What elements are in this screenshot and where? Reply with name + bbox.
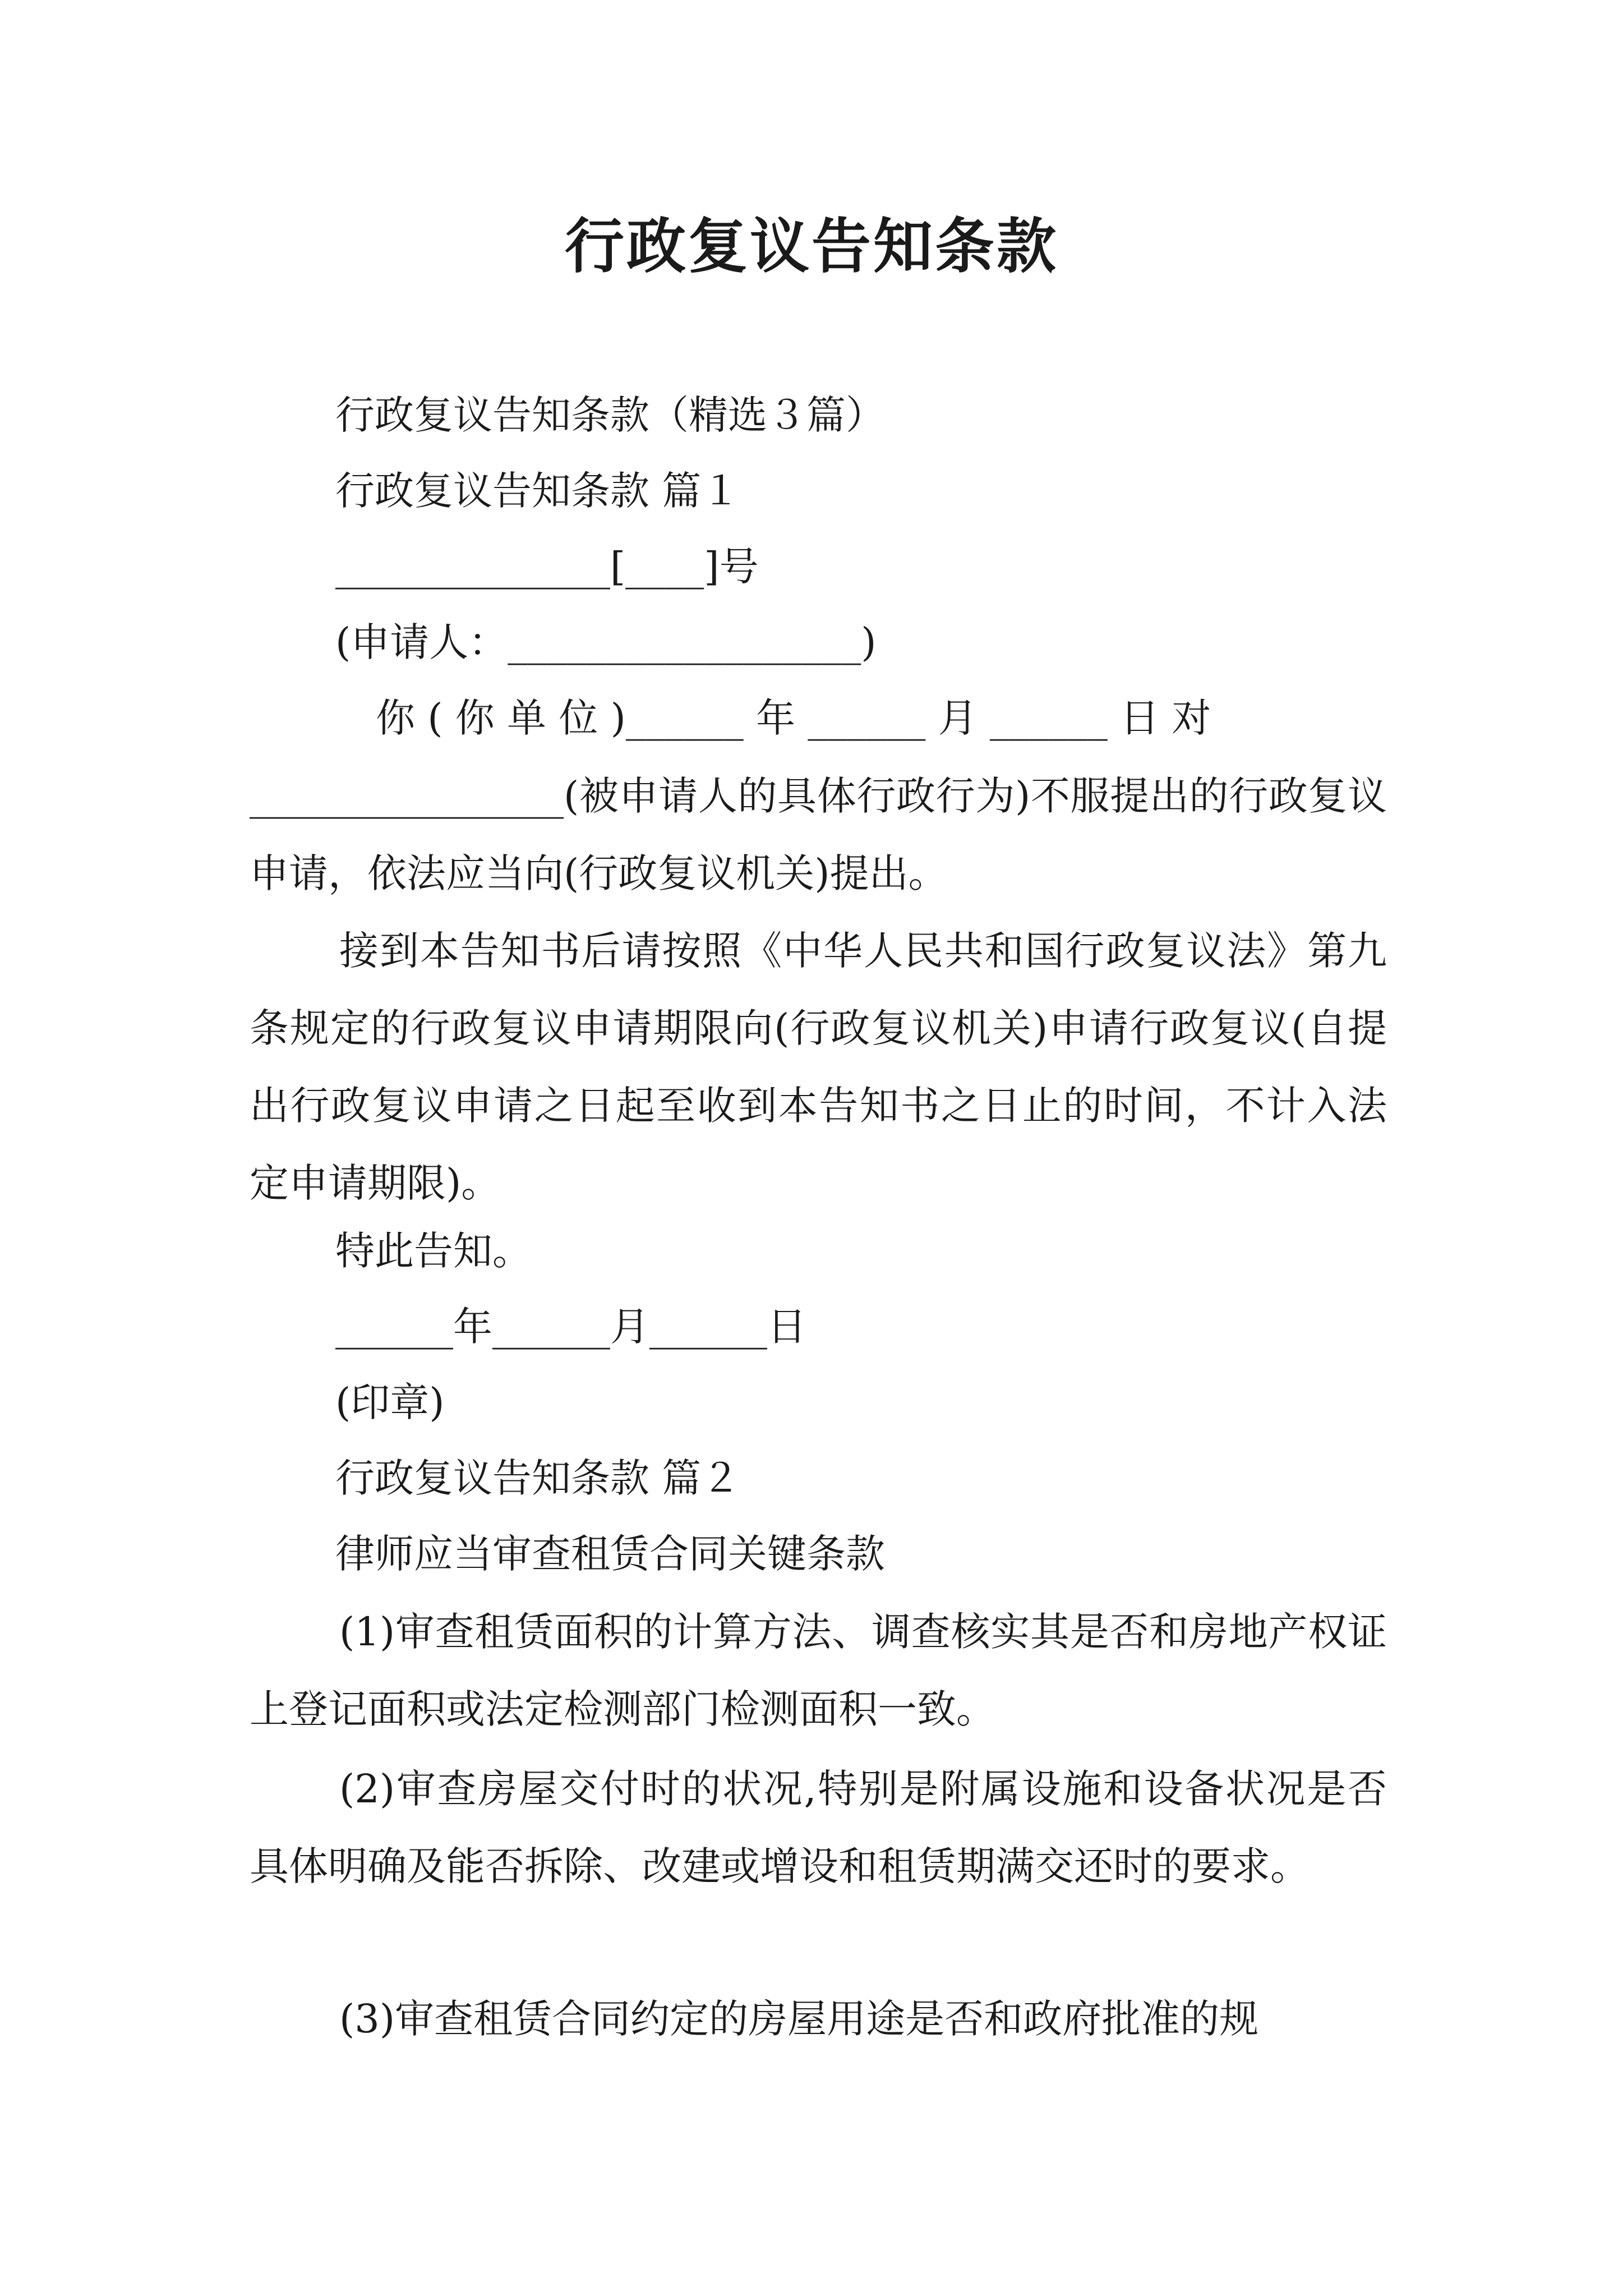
section2-intro: 律师应当审查租赁合同关键条款	[335, 1531, 885, 1577]
list-item-2: (2)审查房屋交付时的状况,特别是附属设施和设备状况是否具体明确及能否拆除、改建或增设和租赁期满交还时的要求。	[250, 1766, 1387, 1889]
document-title: 行政复议告知条款	[565, 212, 1058, 281]
list-item-1: (1)审查租赁面积的计算方法、调查核实其是否和房地产权证上登记面积或法定检测部门检测面积一致。	[250, 1609, 1387, 1732]
list-item-3: (3)审查租赁合同约定的房屋用途是否和政府批准的规	[339, 1996, 1259, 2042]
paragraph1-continuation: ________________(被申请人的具体行政行为)不服提出的行政复议申请，依法应当向(行政复议机关)提出。	[250, 773, 1387, 896]
seal-text: (印章)	[335, 1379, 445, 1425]
paragraph2: 接到本告知书后请按照《中华人民共和国行政复议法》第九条规定的行政复议申请期限向(行政复议机关)申请行政复议(自提出行政复议申请之日起至收到本告知书之日止的时间，不计入法定申请期限)。	[250, 928, 1387, 1206]
section1-heading: 行政复议告知条款 篇１	[335, 468, 741, 514]
paragraph1-first-line: 你 ( 你 单 位 )______ 年 ______ 月 ______ 日 对	[376, 695, 1211, 741]
date-line: ______年______月______日	[335, 1304, 806, 1350]
notice-text: 特此告知。	[335, 1228, 532, 1274]
document-number-line: ______________[____]号	[335, 544, 759, 590]
section2-heading: 行政复议告知条款 篇２	[335, 1455, 741, 1501]
document-subtitle: 行政复议告知条款（精选３篇）	[335, 392, 885, 438]
applicant-line: (申请人：__________________)	[335, 619, 877, 665]
